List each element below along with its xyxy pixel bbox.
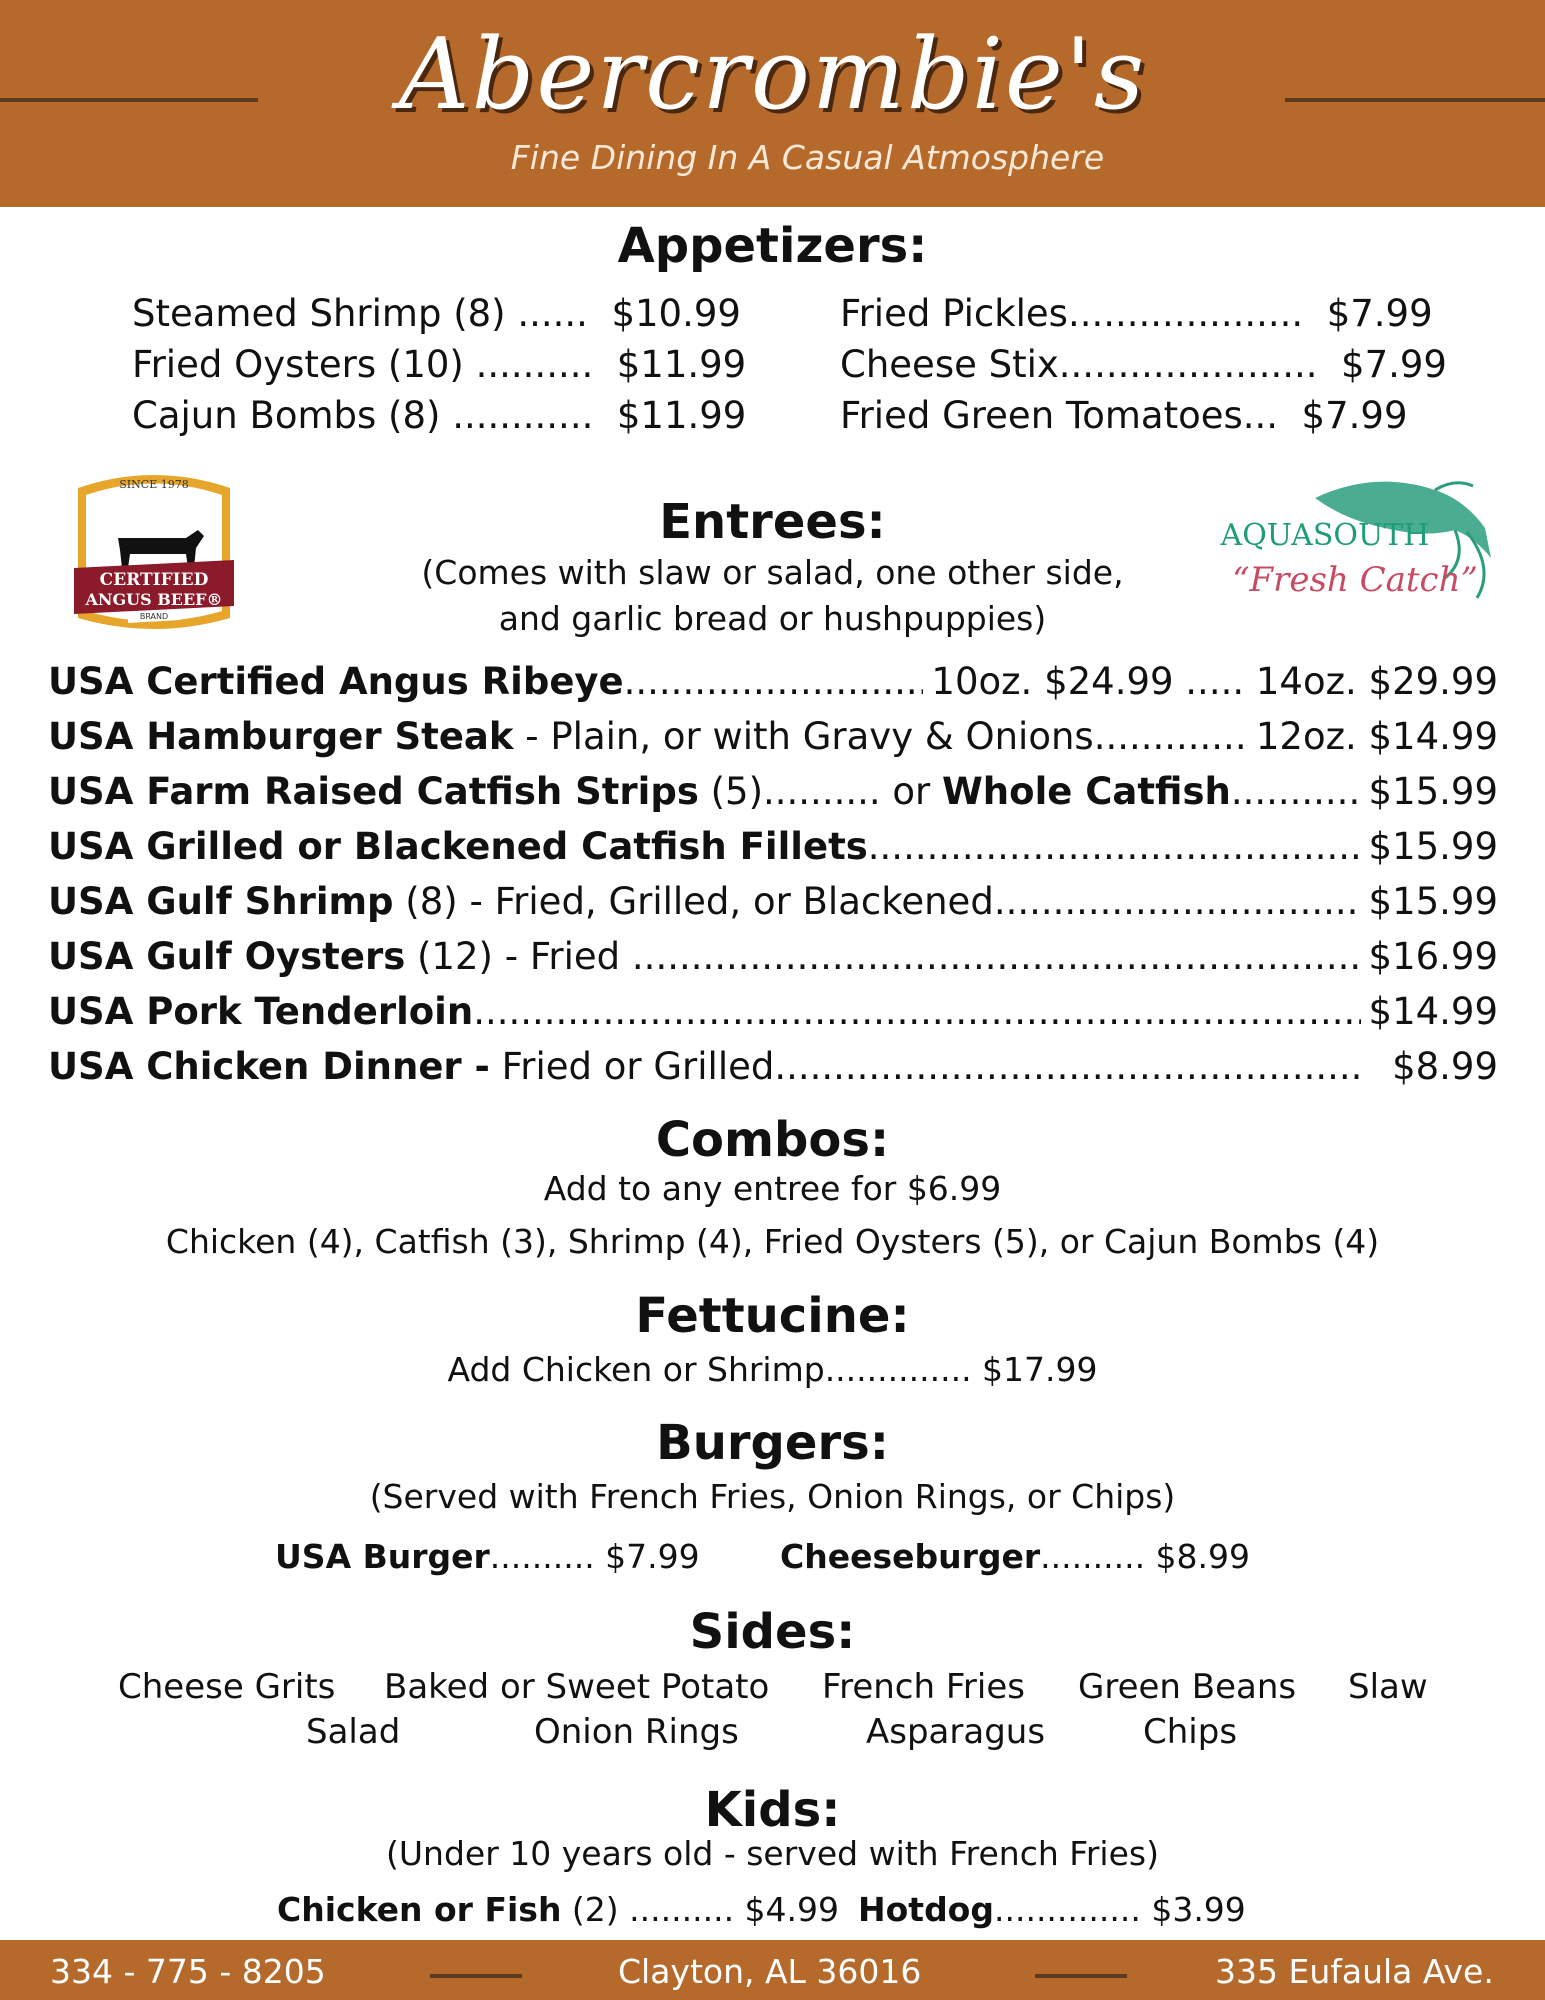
entree-name: USA Gulf Oysters <box>48 935 406 978</box>
combos-note: Add to any entree for $6.99 <box>543 1169 1002 1208</box>
cab-line2: ANGUS BEEF® <box>85 590 223 609</box>
sides-heading: Sides: <box>689 1604 856 1660</box>
entree-price: $8.99 <box>1392 1045 1498 1088</box>
appetizer-item: Steamed Shrimp (8) ...... $10.99 <box>132 292 741 335</box>
entree-detail: (12) - Fried <box>405 935 632 978</box>
burgers-note: (Served with French Fries, Onion Rings, or Chips) <box>369 1477 1176 1516</box>
kids-item-price: .............. $3.99 <box>993 1890 1246 1929</box>
footer-phone: 334 - 775 - 8205 <box>50 1952 326 1991</box>
entree-row <box>48 770 1498 813</box>
kids-item <box>858 1890 1246 1929</box>
entree-name-alt: Whole Catfish <box>942 770 1231 813</box>
appetizer-item: Cheese Stix...................... $7.99 <box>840 343 1447 386</box>
burger-name: USA Burger <box>275 1537 490 1576</box>
entree-name: USA Certified Angus Ribeye <box>48 660 624 703</box>
side-item: Green Beans <box>1078 1667 1297 1707</box>
kids-heading: Kids: <box>704 1782 841 1838</box>
entree-row <box>48 990 1498 1033</box>
appetizer-item: Fried Oysters (10) .......... $11.99 <box>132 343 747 386</box>
footer-address: 335 Eufaula Ave. <box>1215 1952 1494 1991</box>
burgers-heading: Burgers: <box>656 1415 889 1471</box>
fettucine-heading: Fettucine: <box>635 1288 910 1344</box>
dot-leader <box>774 1045 1362 1088</box>
burger-item <box>780 1537 1250 1576</box>
fettucine-line: Add Chicken or Shrimp.............. $17.99 <box>447 1350 1098 1389</box>
burger-item <box>275 1537 700 1576</box>
dot-leader <box>473 990 1360 1033</box>
kids-item-name: Hotdog <box>858 1890 994 1929</box>
entree-row <box>48 880 1498 923</box>
entree-name: USA Pork Tenderloin <box>48 990 474 1033</box>
side-item: French Fries <box>822 1667 1025 1707</box>
cab-since: SINCE 1978 <box>119 478 189 491</box>
burger-price: .......... $7.99 <box>489 1537 700 1576</box>
side-item: Slaw <box>1348 1667 1428 1707</box>
side-item: Asparagus <box>866 1712 1046 1752</box>
dot-leader <box>1094 715 1248 758</box>
entree-row <box>48 825 1498 868</box>
burger-name: Cheeseburger <box>780 1537 1041 1576</box>
entrees-note-line2: and garlic bread or hushpuppies) <box>498 599 1047 638</box>
entree-name: USA Grilled or Blackened Catfish Fillets <box>48 825 868 868</box>
kids-item-name: Chicken or Fish <box>277 1890 562 1929</box>
entree-name: USA Chicken Dinner - <box>48 1045 490 1088</box>
kids-item <box>277 1890 839 1929</box>
entree-row <box>48 715 1498 758</box>
entrees-heading: Entrees: <box>659 494 886 550</box>
entree-price: $16.99 <box>1368 935 1498 978</box>
cab-brand: BRAND <box>139 612 169 621</box>
entree-row <box>48 660 1498 703</box>
brand-title: Abercrombie's <box>398 18 1147 132</box>
dot-leader <box>868 825 1361 868</box>
appetizer-item: Fried Pickles.................... $7.99 <box>840 292 1433 335</box>
entree-price: $15.99 <box>1368 770 1498 813</box>
burger-price: .......... $8.99 <box>1040 1537 1251 1576</box>
footer-city: Clayton, AL 36016 <box>618 1952 922 1991</box>
combos-items: Chicken (4), Catfish (3), Shrimp (4), Fried Oysters (5), or Cajun Bombs (4) <box>165 1222 1380 1261</box>
entree-name: USA Hamburger Steak <box>48 715 514 758</box>
side-item: Cheese Grits <box>118 1667 336 1707</box>
entree-price: 12oz. $14.99 <box>1255 715 1498 758</box>
tagline: Fine Dining In A Casual Atmosphere <box>510 138 1105 177</box>
side-item: Baked or Sweet Potato <box>384 1667 770 1707</box>
entree-row <box>48 935 1498 978</box>
footer-rule-right <box>1035 1974 1127 1978</box>
dot-leader <box>624 660 924 703</box>
entree-detail: (5).......... or <box>698 770 942 813</box>
aquasouth-tagline: “Fresh Catch” <box>1232 560 1478 600</box>
dot-leader <box>632 935 1361 978</box>
entree-price: 10oz. $24.99 ..... 14oz. $29.99 <box>931 660 1498 703</box>
aquasouth-name: AQUASOUTH <box>1220 518 1430 553</box>
appetizers-heading: Appetizers: <box>617 218 928 274</box>
dot-leader <box>994 880 1361 923</box>
footer-rule-left <box>430 1974 522 1978</box>
combos-heading: Combos: <box>655 1112 890 1168</box>
dot-leader <box>1231 770 1361 813</box>
side-item: Chips <box>1143 1712 1238 1752</box>
entree-price: $14.99 <box>1368 990 1498 1033</box>
appetizer-item: Fried Green Tomatoes... $7.99 <box>840 394 1408 437</box>
entree-name: USA Gulf Shrimp <box>48 880 394 923</box>
kids-item-price: (2) .......... $4.99 <box>561 1890 840 1929</box>
entree-price: $15.99 <box>1368 880 1498 923</box>
entree-detail: Fried or Grilled <box>489 1045 775 1088</box>
entree-detail: (8) - Fried, Grilled, or Blackened <box>393 880 994 923</box>
kids-note: (Under 10 years old - served with French Fries) <box>386 1834 1159 1873</box>
entrees-note-line1: (Comes with slaw or salad, one other side, <box>421 553 1124 592</box>
cab-line1: CERTIFIED <box>99 570 209 590</box>
entree-row <box>48 1045 1498 1088</box>
side-item: Salad <box>306 1712 401 1752</box>
entree-price: $15.99 <box>1368 825 1498 868</box>
entree-detail: - Plain, or with Gravy & Onions <box>513 715 1094 758</box>
appetizer-item: Cajun Bombs (8) ............ $11.99 <box>132 394 747 437</box>
side-item: Onion Rings <box>534 1712 739 1752</box>
entree-name: USA Farm Raised Catfish Strips <box>48 770 699 813</box>
